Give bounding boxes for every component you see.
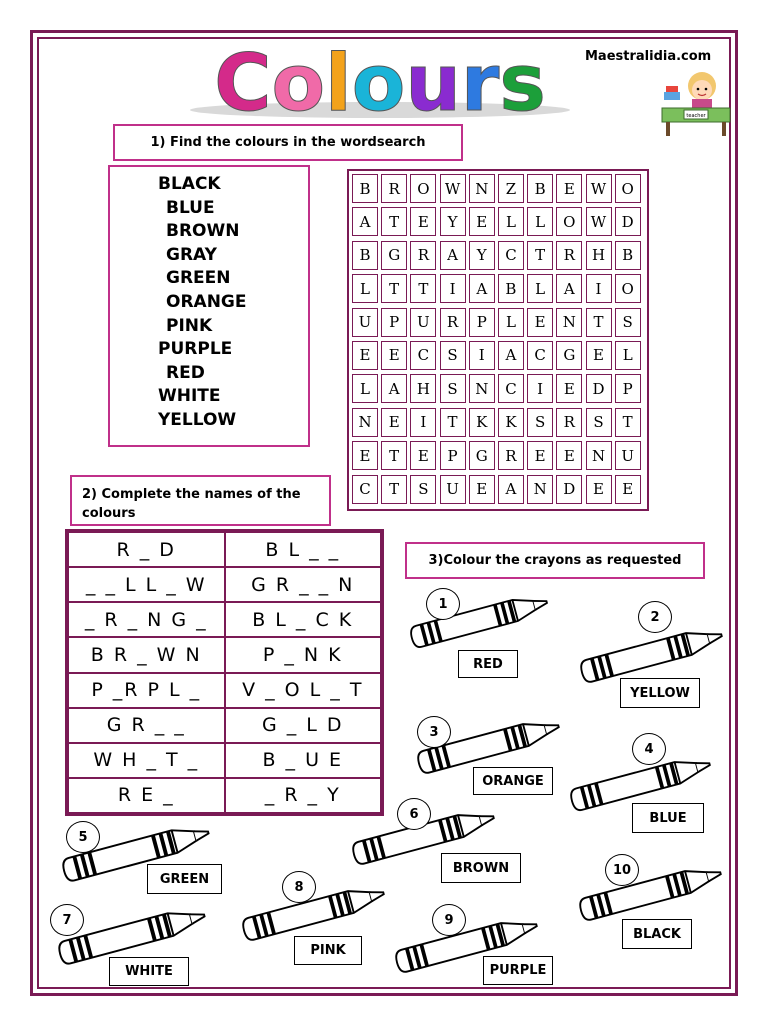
grid-cell: B xyxy=(498,274,524,303)
grid-cell: D xyxy=(615,207,641,236)
grid-cell: A xyxy=(469,274,495,303)
grid-cell: E xyxy=(527,308,553,337)
grid-cell: E xyxy=(381,341,407,370)
crayon-colour-label: RED xyxy=(458,650,518,678)
grid-cell: T xyxy=(381,207,407,236)
crayon-colour-label: WHITE xyxy=(109,957,189,986)
grid-cell: T xyxy=(410,274,436,303)
grid-cell: N xyxy=(352,408,378,437)
grid-cell: U xyxy=(410,308,436,337)
grid-cell: T xyxy=(586,308,612,337)
title-letter: r xyxy=(460,44,500,124)
grid-cell: T xyxy=(381,441,407,470)
grid-cell: B xyxy=(352,174,378,203)
grid-cell: B xyxy=(527,174,553,203)
crayon-number: 8 xyxy=(282,871,316,903)
grid-cell: C xyxy=(352,475,378,504)
instruction-3 xyxy=(405,542,705,579)
grid-cell: I xyxy=(410,408,436,437)
grid-cell: E xyxy=(352,341,378,370)
grid-cell: E xyxy=(469,475,495,504)
instruction-1-text: 1) Find the colours in the wordsearch xyxy=(150,135,426,150)
grid-cell: H xyxy=(586,241,612,270)
grid-cell: A xyxy=(498,475,524,504)
grid-cell: R xyxy=(556,241,582,270)
word-list-item: BLACK xyxy=(158,174,221,194)
blank-word-cell: B R _ W N xyxy=(68,637,225,672)
title-letter: o xyxy=(271,44,326,124)
title-letter: s xyxy=(499,44,546,124)
grid-cell: E xyxy=(615,475,641,504)
grid-cell: P xyxy=(381,308,407,337)
grid-cell: I xyxy=(586,274,612,303)
grid-cell: S xyxy=(615,308,641,337)
grid-cell: T xyxy=(440,408,466,437)
site-name: Maestralidia.com xyxy=(585,49,712,64)
grid-cell: T xyxy=(381,475,407,504)
grid-cell: A xyxy=(381,374,407,403)
word-list-item: BLUE xyxy=(166,197,215,218)
grid-cell: I xyxy=(440,274,466,303)
grid-cell: S xyxy=(440,374,466,403)
grid-cell: C xyxy=(498,374,524,403)
grid-cell: P xyxy=(615,374,641,403)
svg-text:teacher: teacher xyxy=(686,113,706,119)
blank-word-cell: B _ U E xyxy=(225,743,382,778)
grid-cell: O xyxy=(556,207,582,236)
blanks-row xyxy=(68,637,381,672)
crayon-icon xyxy=(240,886,390,942)
grid-cell: O xyxy=(615,274,641,303)
grid-cell: E xyxy=(586,475,612,504)
crayon-number: 1 xyxy=(426,588,460,620)
wordsearch-box xyxy=(347,169,649,511)
grid-cell: R xyxy=(381,174,407,203)
grid-cell: E xyxy=(410,441,436,470)
blank-word-cell: B L _ C K xyxy=(225,602,382,637)
grid-cell: N xyxy=(556,308,582,337)
grid-cell: R xyxy=(410,241,436,270)
grid-cell: B xyxy=(352,241,378,270)
blank-word-cell: W H _ T _ xyxy=(68,743,225,778)
title-letter: C xyxy=(214,44,272,124)
word-list-item: GRAY xyxy=(166,244,217,265)
blanks-row xyxy=(68,778,381,813)
grid-cell: N xyxy=(469,174,495,203)
grid-cell: E xyxy=(469,207,495,236)
crayon-colour-label: BLUE xyxy=(632,803,704,833)
grid-cell: H xyxy=(410,374,436,403)
title-letter: u xyxy=(405,44,461,124)
grid-cell: A xyxy=(440,241,466,270)
word-list-item: YELLOW xyxy=(158,409,237,430)
crayon-number: 4 xyxy=(632,733,666,765)
word-list-item: WHITE xyxy=(158,386,221,407)
crayon-colour-label: YELLOW xyxy=(620,678,700,708)
blanks-row xyxy=(68,602,381,637)
crayon-number: 7 xyxy=(50,904,84,936)
grid-cell: E xyxy=(556,174,582,203)
instruction-2-text: 2) Complete the names of the colours xyxy=(82,487,301,521)
grid-cell: L xyxy=(527,274,553,303)
word-list-box xyxy=(108,165,310,447)
blank-word-cell: G R _ _ xyxy=(68,708,225,743)
blank-word-cell: G R _ _ N xyxy=(225,567,382,602)
grid-cell: E xyxy=(410,207,436,236)
crayon-colour-label: ORANGE xyxy=(473,767,553,795)
grid-cell: U xyxy=(440,475,466,504)
teacher-icon xyxy=(660,66,732,138)
grid-cell: Y xyxy=(469,241,495,270)
grid-cell: L xyxy=(498,207,524,236)
grid-cell: C xyxy=(498,241,524,270)
grid-cell: A xyxy=(352,207,378,236)
grid-cell: K xyxy=(469,408,495,437)
crayon-number: 3 xyxy=(417,716,451,748)
blank-word-cell: R E _ xyxy=(68,778,225,813)
grid-cell: L xyxy=(352,274,378,303)
blank-word-cell: _ R _ N G _ xyxy=(68,602,225,637)
grid-cell: A xyxy=(498,341,524,370)
crayon-colour-label: GREEN xyxy=(147,864,222,894)
grid-cell: D xyxy=(586,374,612,403)
blanks-row xyxy=(68,567,381,602)
grid-cell: W xyxy=(586,207,612,236)
crayon-colour-label: PINK xyxy=(294,936,362,965)
word-list-item: PINK xyxy=(166,315,213,336)
grid-cell: P xyxy=(469,308,495,337)
grid-cell: E xyxy=(381,408,407,437)
blank-word-cell: P _R P L _ xyxy=(68,673,225,708)
crayon-number: 2 xyxy=(638,601,672,633)
grid-cell: E xyxy=(352,441,378,470)
grid-cell: C xyxy=(527,341,553,370)
blank-word-cell: G _ L D xyxy=(225,708,382,743)
crayon-number: 10 xyxy=(605,854,639,886)
grid-cell: I xyxy=(469,341,495,370)
word-list-item: BROWN xyxy=(166,221,240,242)
grid-cell: L xyxy=(352,374,378,403)
crayon-number: 9 xyxy=(432,904,466,936)
grid-cell: T xyxy=(381,274,407,303)
word-list-item: RED xyxy=(166,362,205,383)
blank-word-cell: _ _ L L _ W xyxy=(68,567,225,602)
grid-cell: W xyxy=(440,174,466,203)
blanks-row xyxy=(68,708,381,743)
instruction-2 xyxy=(70,475,331,526)
grid-cell: P xyxy=(440,441,466,470)
grid-cell: C xyxy=(410,341,436,370)
grid-cell: S xyxy=(586,408,612,437)
complete-names-table xyxy=(65,529,384,816)
grid-cell: R xyxy=(440,308,466,337)
word-list-item: PURPLE xyxy=(158,339,233,360)
instruction-1 xyxy=(113,124,463,161)
blank-word-cell: P _ N K xyxy=(225,637,382,672)
grid-cell: B xyxy=(615,241,641,270)
grid-cell: A xyxy=(556,274,582,303)
grid-cell: N xyxy=(586,441,612,470)
grid-cell: L xyxy=(527,207,553,236)
grid-cell: Z xyxy=(498,174,524,203)
grid-cell: N xyxy=(469,374,495,403)
blanks-row xyxy=(68,673,381,708)
word-list-item: ORANGE xyxy=(166,291,247,312)
wordsearch-grid xyxy=(352,174,641,504)
grid-cell: U xyxy=(615,441,641,470)
grid-cell: G xyxy=(469,441,495,470)
grid-cell: K xyxy=(498,408,524,437)
grid-cell: E xyxy=(527,441,553,470)
blank-word-cell: R _ D xyxy=(68,532,225,567)
crayon-icon xyxy=(577,866,727,922)
blanks-row xyxy=(68,743,381,778)
title-letter: l xyxy=(325,44,352,124)
grid-cell: E xyxy=(586,341,612,370)
grid-cell: Y xyxy=(440,207,466,236)
grid-cell: R xyxy=(556,408,582,437)
grid-cell: G xyxy=(556,341,582,370)
grid-cell: T xyxy=(527,241,553,270)
crayon-icon xyxy=(578,628,728,684)
grid-cell: I xyxy=(527,374,553,403)
blank-word-cell: V _ O L _ T xyxy=(225,673,382,708)
grid-cell: L xyxy=(615,341,641,370)
grid-cell: W xyxy=(586,174,612,203)
grid-cell: L xyxy=(498,308,524,337)
grid-cell: E xyxy=(556,441,582,470)
grid-cell: T xyxy=(615,408,641,437)
crayon-colour-label: PURPLE xyxy=(483,956,553,985)
grid-cell: D xyxy=(556,475,582,504)
grid-cell: G xyxy=(381,241,407,270)
grid-cell: O xyxy=(615,174,641,203)
word-list-item: GREEN xyxy=(166,268,231,289)
blanks-table xyxy=(67,531,382,814)
crayon-number: 5 xyxy=(66,821,100,853)
crayon-number: 6 xyxy=(397,798,431,830)
blank-word-cell: _ R _ Y xyxy=(225,778,382,813)
crayon-colour-label: BROWN xyxy=(441,853,521,883)
grid-cell: S xyxy=(527,408,553,437)
instruction-3-text: 3)Colour the crayons as requested xyxy=(428,553,682,568)
title-letter: o xyxy=(351,44,406,124)
word-list xyxy=(158,173,247,433)
grid-cell: S xyxy=(440,341,466,370)
grid-cell: E xyxy=(556,374,582,403)
grid-cell: R xyxy=(498,441,524,470)
grid-cell: U xyxy=(352,308,378,337)
crayon-colour-label: BLACK xyxy=(622,919,692,949)
grid-cell: N xyxy=(527,475,553,504)
blanks-row xyxy=(68,532,381,567)
grid-cell: S xyxy=(410,475,436,504)
colours-title xyxy=(170,44,590,124)
title-text xyxy=(214,44,546,124)
grid-cell: O xyxy=(410,174,436,203)
blank-word-cell: B L _ _ xyxy=(225,532,382,567)
